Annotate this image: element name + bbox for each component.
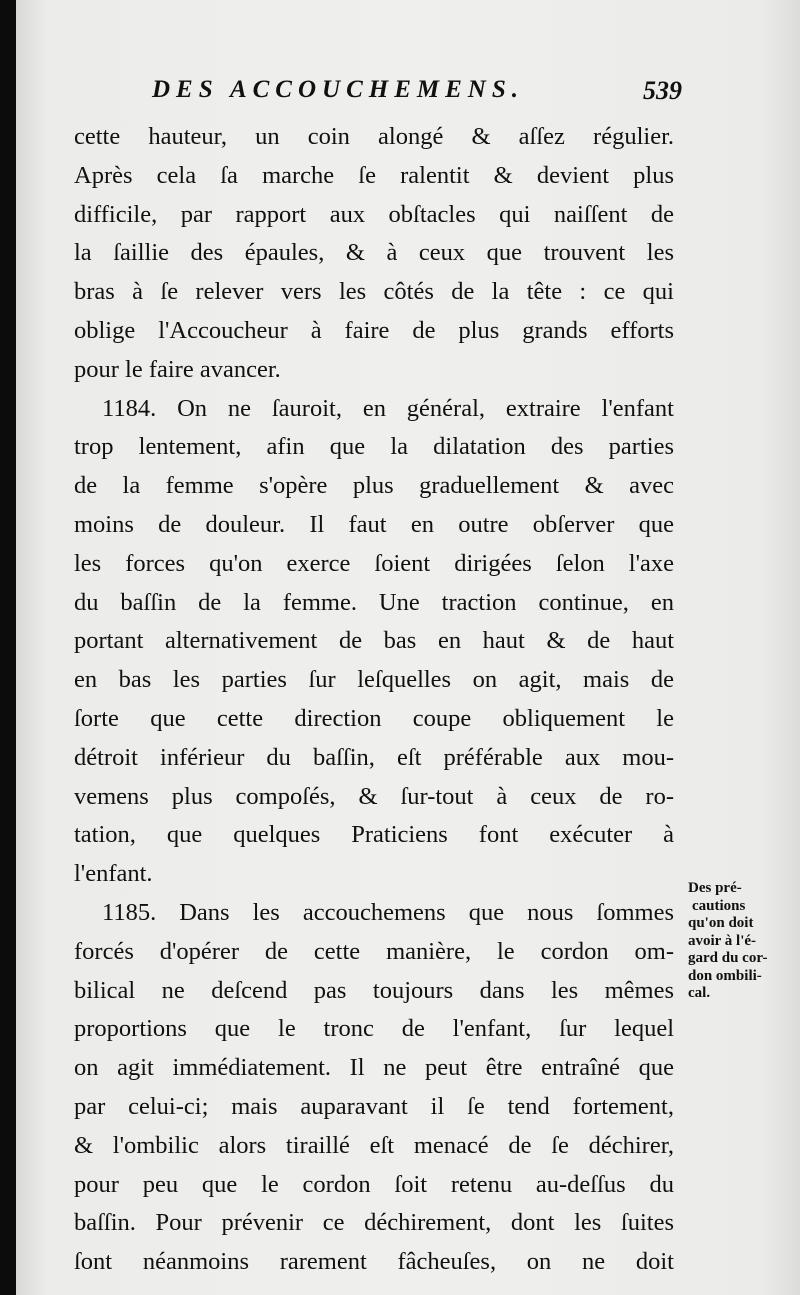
text-line: bras à ſe relever vers les côtés de la tête : ce qui — [74, 278, 674, 306]
text-line: de la femme s'opère plus graduellement & avec — [74, 472, 674, 500]
text-line: moins de douleur. Il faut en outre obſerver que — [74, 510, 674, 538]
margin-note-line: avoir à l'é- — [688, 932, 757, 949]
margin-note-line: gard du cor- — [688, 950, 768, 966]
paragraph-1184-start: 1184. On ne ſauroit, en général, extraire l'enfant — [102, 394, 674, 422]
text-line: portant alternativement de bas en haut & de haut — [74, 627, 674, 655]
page-number: 539 — [643, 76, 682, 105]
text-line: ſorte que cette direction coupe obliquement le — [74, 704, 674, 732]
text-line: bilical ne deſcend pas toujours dans les mêmes — [74, 976, 674, 1004]
margin-note-line: cal. — [688, 985, 711, 1001]
text-line: baſſin. Pour prévenir ce déchirement, dont les ſuites — [74, 1209, 674, 1237]
margin-note — [688, 880, 796, 1003]
text-line: oblige l'Accoucheur à faire de plus grands efforts — [74, 316, 674, 344]
text-line: tation, que quelques Praticiens font exécuter à — [74, 821, 674, 849]
text-line: difficile, par rapport aux obſtacles qui naiſſent de — [74, 200, 674, 228]
margin-note-line: don ombili- — [688, 967, 762, 984]
text-line: la ſaillie des épaules, & à ceux que trouvent les — [74, 239, 674, 267]
text-line: forcés d'opérer de cette manière, le cordon om- — [74, 937, 674, 965]
margin-note-line: Des pré- — [688, 880, 742, 896]
text-line: l'enfant. — [74, 860, 153, 888]
running-head: DES ACCOUCHEMENS. — [152, 76, 524, 103]
text-line: & l'ombilic alors tiraillé eſt menacé de ſe déchirer, — [74, 1131, 674, 1159]
text-line: en bas les parties ſur leſquelles on agit, mais de — [74, 666, 674, 694]
text-line: ſont néanmoins rarement fâcheuſes, on ne doit — [74, 1248, 674, 1276]
text-line: cette hauteur, un coin alongé & aſſez régulier. — [74, 123, 674, 150]
book-page — [16, 0, 800, 1295]
text-line: vemens plus compoſés, & ſur-tout à ceux de ro- — [74, 782, 674, 810]
text-line: on agit immédiatement. Il ne peut être entraîné que — [74, 1054, 674, 1082]
text-line: pour le faire avancer. — [74, 355, 281, 383]
page-header — [146, 76, 686, 116]
text-line: pour peu que le cordon ſoit retenu au-deſſus du — [74, 1170, 674, 1198]
text-line: trop lentement, afin que la dilatation des parties — [74, 433, 674, 461]
margin-note-line: cautions — [692, 897, 746, 914]
text-line: les forces qu'on exerce ſoient dirigées ſelon l'axe — [74, 549, 674, 577]
text-line: détroit inférieur du baſſin, eſt préférable aux mou- — [74, 743, 674, 771]
text-line: Après cela ſa marche ſe ralentit & devient plus — [74, 161, 674, 189]
body-text — [74, 118, 674, 1282]
paragraph-1185-start: 1185. Dans les accouchemens que nous ſommes — [102, 898, 674, 926]
text-line: proportions que le tronc de l'enfant, ſur lequel — [74, 1015, 674, 1043]
text-line: par celui-ci; mais auparavant il ſe tend fortement, — [74, 1092, 674, 1120]
text-line: du baſſin de la femme. Une traction continue, en — [74, 588, 674, 616]
margin-note-line: qu'on doit — [688, 915, 754, 931]
